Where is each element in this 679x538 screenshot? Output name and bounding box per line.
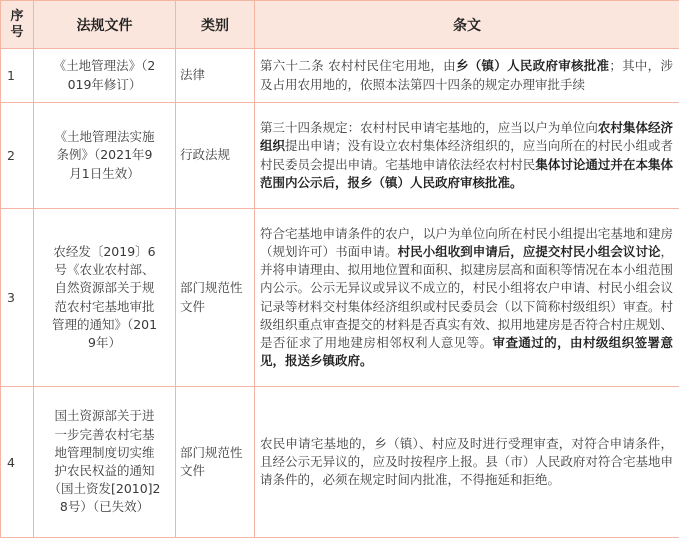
table-row [1,209,679,387]
category: 部门规范性 文件 [176,209,255,387]
article-text: 第六十二条 农村村民住宅用地，由乡（镇）人民政府审核批准；其中，涉及占用农用地的，依照本法第四十四条的规定办理审批手续 [255,49,679,103]
table-row [1,103,679,209]
row-number: 3 [1,209,34,387]
table-row [1,49,679,103]
row-number: 1 [1,49,34,103]
header-category: 类别 [176,1,255,49]
law-document: 国土资源部关于进 一步完善农村宅基 地管理制度切实维 护农民权益的通知 （国土资发[2010]2 8号）（已失效） [34,387,176,538]
category: 法律 [176,49,255,103]
article-text: 符合宅基地申请条件的农户，以户为单位向所在村民小组提出宅基地和建房（规划许可）书面申请。村民小组收到申请后，应提交村民小组会议讨论，并将申请理由、拟用地位置和面积、拟建房层高和面积等情况在本小组范围内公示。公示无异议或异议不成立的，村民小组将农户申请、村民小组会议记录等材料交村集体经济组织或村民委员会（以下简称村级组织）审查。村级组织重点审查提交的材料是否真实有效、拟用地建房是否符合村庄规划、是否征求了用地建房相邻权利人意见等。审查通过的，由村级组织签署意见，报送乡镇政府。 [255,209,679,387]
law-document: 《土地管理法实施 条例》（2021年9 月1日生效） [34,103,176,209]
header-article: 条文 [255,1,679,49]
header-law: 法规文件 [34,1,176,49]
row-number: 4 [1,387,34,538]
row-number: 2 [1,103,34,209]
table-row [1,387,679,538]
table-header-row [1,1,679,49]
law-document: 农经发〔2019〕6 号《农业农村部、 自然资源部关于规 范农村宅基地审批 管理的通知》（201 9年） [34,209,176,387]
article-text: 农民申请宅基地的，乡（镇）、村应及时进行受理审查，对符合申请条件，且经公示无异议的，应及时按程序上报。县（市）人民政府对符合宅基地申请条件的，必须在规定时间内批准，不得拖延和拒绝。 [255,387,679,538]
article-text: 第三十四条规定：农村村民申请宅基地的，应当以户为单位向农村集体经济组织提出申请；没有设立农村集体经济组织的，应当向所在的村民小组或者村民委员会提出申请。宅基地申请依法经农村村民集体讨论通过并在本集体范围内公示后，报乡（镇）人民政府审核批准。 [255,103,679,209]
header-no: 序号 [1,1,34,49]
category: 部门规范性 文件 [176,387,255,538]
law-document: 《土地管理法》（2 019年修订） [34,49,176,103]
category: 行政法规 [176,103,255,209]
